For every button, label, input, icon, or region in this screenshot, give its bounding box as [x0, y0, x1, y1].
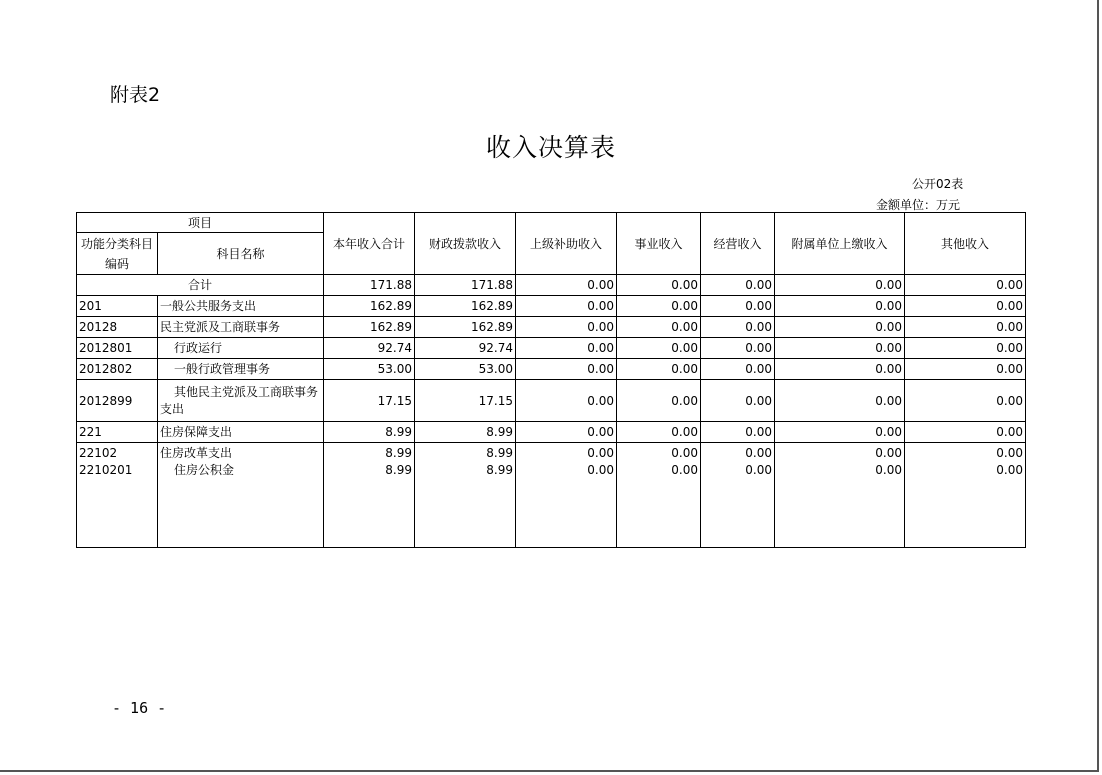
- row-value: 0.00: [701, 338, 775, 359]
- row-value: 0.00: [775, 317, 905, 338]
- row-value: 0.00: [516, 296, 617, 317]
- row-value: 0.00: [905, 443, 1026, 464]
- row-value: 0.00: [775, 443, 905, 464]
- row-value: 0.00: [617, 338, 701, 359]
- header-affiliated: 附属单位上缴收入: [775, 213, 905, 275]
- row-value: 0.00: [617, 422, 701, 443]
- row-name: 住房公积金: [158, 463, 324, 547]
- row-code: 221: [77, 422, 158, 443]
- row-value: 0.00: [701, 317, 775, 338]
- row-value: 92.74: [324, 338, 415, 359]
- row-value: 0.00: [905, 359, 1026, 380]
- table-row: [77, 443, 1026, 464]
- row-value: 0.00: [617, 380, 701, 422]
- row-value: 0.00: [516, 359, 617, 380]
- row-code: 2210201: [77, 463, 158, 547]
- total-cell: 0.00: [516, 275, 617, 296]
- row-value: 0.00: [701, 443, 775, 464]
- header-item: 项目: [77, 213, 324, 233]
- attachment-label: 附表2: [110, 84, 161, 106]
- row-value: 0.00: [775, 338, 905, 359]
- table-row: [77, 338, 1026, 359]
- row-value: 162.89: [415, 317, 516, 338]
- page-number: - 16 -: [112, 699, 167, 717]
- row-value: 0.00: [775, 380, 905, 422]
- row-value: 8.99: [415, 422, 516, 443]
- page-title: 收入决算表: [485, 133, 616, 162]
- row-value: 0.00: [516, 422, 617, 443]
- row-value: 0.00: [516, 317, 617, 338]
- row-value: 0.00: [905, 317, 1026, 338]
- row-name: 住房改革支出: [158, 443, 324, 464]
- row-value: 8.99: [415, 463, 516, 547]
- row-value: 0.00: [617, 359, 701, 380]
- row-code: 22102: [77, 443, 158, 464]
- row-name: 住房保障支出: [158, 422, 324, 443]
- row-value: 0.00: [617, 296, 701, 317]
- header-fiscal: 财政拨款收入: [415, 213, 516, 275]
- total-cell: 0.00: [701, 275, 775, 296]
- row-value: 0.00: [905, 338, 1026, 359]
- total-label: 合计: [77, 275, 324, 296]
- row-value: 0.00: [617, 443, 701, 464]
- row-value: 0.00: [905, 422, 1026, 443]
- table-row: [77, 359, 1026, 380]
- row-value: 53.00: [324, 359, 415, 380]
- table-row-total: [77, 275, 1026, 296]
- row-value: 0.00: [701, 359, 775, 380]
- row-value: 0.00: [516, 338, 617, 359]
- row-value: 0.00: [775, 463, 905, 547]
- row-value: 0.00: [775, 359, 905, 380]
- row-value: 0.00: [516, 443, 617, 464]
- row-value: 0.00: [617, 317, 701, 338]
- total-cell: 171.88: [415, 275, 516, 296]
- row-value: 0.00: [905, 463, 1026, 547]
- row-name: 其他民主党派及工商联事务支出: [158, 380, 324, 422]
- unit-label: 金额单位：万元: [876, 198, 961, 212]
- row-code: 2012801: [77, 338, 158, 359]
- row-value: 0.00: [617, 463, 701, 547]
- row-value: 92.74: [415, 338, 516, 359]
- row-name: 行政运行: [158, 338, 324, 359]
- total-cell: 171.88: [324, 275, 415, 296]
- row-value: 162.89: [324, 296, 415, 317]
- header-other: 其他收入: [905, 213, 1026, 275]
- table-row: [77, 380, 1026, 422]
- row-value: 0.00: [701, 422, 775, 443]
- total-cell: 0.00: [905, 275, 1026, 296]
- total-cell: 0.00: [775, 275, 905, 296]
- row-value: 0.00: [905, 296, 1026, 317]
- table-row: [77, 463, 1026, 547]
- row-code: 201: [77, 296, 158, 317]
- header-superior-subsidy: 上级补助收入: [516, 213, 617, 275]
- row-value: 0.00: [516, 463, 617, 547]
- income-table: [76, 212, 1026, 548]
- row-value: 0.00: [701, 463, 775, 547]
- row-value: 0.00: [516, 380, 617, 422]
- row-value: 8.99: [324, 422, 415, 443]
- table-row: [77, 296, 1026, 317]
- header-name: 科目名称: [158, 233, 324, 275]
- row-name: 一般行政管理事务: [158, 359, 324, 380]
- row-name: 民主党派及工商联事务: [158, 317, 324, 338]
- table-row: [77, 422, 1026, 443]
- row-value: 0.00: [905, 380, 1026, 422]
- row-value: 17.15: [324, 380, 415, 422]
- row-code: 2012899: [77, 380, 158, 422]
- table-code-label: 公开02表: [912, 177, 964, 191]
- row-code: 20128: [77, 317, 158, 338]
- header-total: 本年收入合计: [324, 213, 415, 275]
- row-value: 0.00: [775, 422, 905, 443]
- row-value: 8.99: [324, 443, 415, 464]
- table-row: [77, 317, 1026, 338]
- row-value: 17.15: [415, 380, 516, 422]
- header-code: 功能分类科目编码: [77, 233, 158, 275]
- row-value: 162.89: [324, 317, 415, 338]
- row-value: 0.00: [775, 296, 905, 317]
- header-business: 事业收入: [617, 213, 701, 275]
- row-name: 一般公共服务支出: [158, 296, 324, 317]
- row-value: 8.99: [324, 463, 415, 547]
- row-value: 0.00: [701, 296, 775, 317]
- row-value: 8.99: [415, 443, 516, 464]
- row-value: 162.89: [415, 296, 516, 317]
- row-value: 53.00: [415, 359, 516, 380]
- row-code: 2012802: [77, 359, 158, 380]
- header-operating: 经营收入: [701, 213, 775, 275]
- row-value: 0.00: [701, 380, 775, 422]
- total-cell: 0.00: [617, 275, 701, 296]
